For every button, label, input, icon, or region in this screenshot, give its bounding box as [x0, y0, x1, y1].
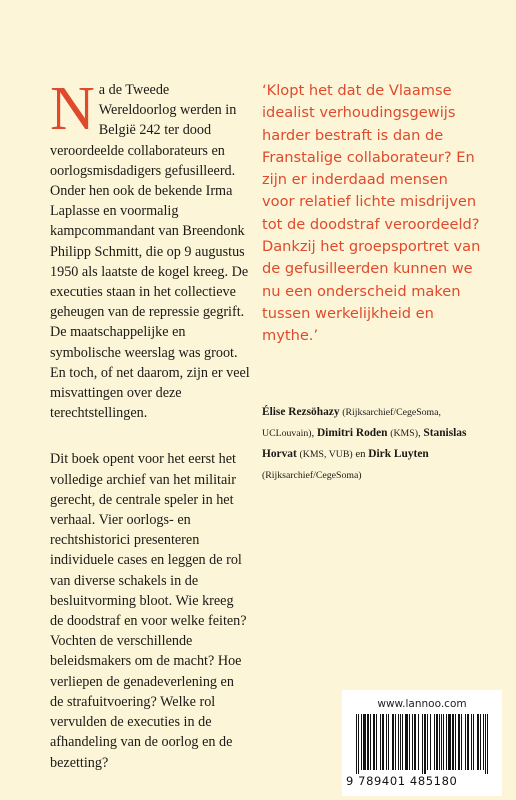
barcode-bar: [392, 714, 394, 770]
author-name: Élise Rezsöhazy: [262, 406, 340, 418]
author-affiliation: (Rijksarchief/CegeSoma, UCLouvain): [262, 407, 441, 439]
barcode-bar: [434, 714, 435, 770]
barcode-bar: [467, 714, 469, 770]
barcode-bar: [477, 714, 479, 770]
barcode-panel: [342, 690, 502, 796]
barcode-bar: [439, 714, 440, 770]
barcode-bar: [455, 714, 456, 770]
barcode-bar: [358, 714, 359, 774]
barcode-bar: [412, 714, 413, 770]
barcode-bar: [461, 714, 462, 770]
author-affiliation: (KMS, VUB): [299, 449, 353, 460]
barcode-bar: [395, 714, 396, 770]
intro-paragraph: [50, 75, 250, 423]
barcode-bar: [418, 714, 419, 770]
barcode-bar: [402, 714, 403, 770]
barcode-bar: [367, 714, 369, 770]
barcode-bar: [382, 714, 384, 770]
barcode-bar: [405, 714, 408, 770]
barcode-bar: [424, 714, 426, 774]
barcode-bar: [487, 714, 488, 774]
barcode-bar: [409, 714, 410, 770]
barcode-bar: [356, 714, 357, 774]
description-column: [50, 75, 250, 773]
intro-text: a de Tweede Wereldoorlog werden in België 242 ter dood veroordeelde collaborateurs en oorlogsmisdadigers gefusilleerd. Onder hen ook de bekende Irma Laplasse en voormalig kampcommandant van Breendonk Philipp Schmitt, die op 9 augustus 1950 als laatste de kogel kreeg. De executies staan in het collectieve geheugen van de repressie gegrift. De maatschappelijke en symbolische weerslag was groot. En toch, of net daarom, zijn er veel misvattingen over deze terechtstellingen.: [50, 82, 250, 422]
barcode-bar: [458, 714, 460, 770]
barcode-bar: [483, 714, 484, 770]
isbn-number: 9 789401 485180: [346, 774, 458, 788]
barcode-bar: [443, 714, 444, 770]
barcode-bar: [452, 714, 454, 770]
author-credits: [262, 402, 488, 486]
barcode-bar: [361, 714, 362, 770]
author-name: Dirk Luyten: [368, 448, 429, 460]
barcode-bar: [446, 714, 447, 770]
author-affiliation: (Rijksarchief/CegeSoma): [262, 470, 362, 481]
author-separator: en: [352, 448, 369, 460]
barcode-bar: [398, 714, 399, 770]
author-name: Stanislas Horvat: [262, 427, 467, 460]
barcode-bar: [471, 714, 472, 770]
barcode-bar: [376, 714, 377, 770]
author-separator: ,: [311, 427, 317, 439]
barcode-bar: [380, 714, 381, 770]
barcode-bar: [485, 714, 486, 774]
barcode-bar: [363, 714, 366, 770]
barcode-bar: [436, 714, 438, 770]
author-name: Dimitri Roden: [316, 427, 388, 439]
barcode-bar: [422, 714, 423, 774]
barcode-bar: [448, 714, 451, 770]
barcode-bar: [473, 714, 474, 770]
barcode-bar: [414, 714, 416, 770]
barcode-bar: [480, 714, 481, 770]
barcode-bar: [430, 714, 431, 770]
barcode-bar: [427, 714, 428, 770]
barcode-bar: [400, 714, 401, 770]
barcode-bar: [388, 714, 389, 770]
pull-quote: ‘Klopt het dat de Vlaamse idealist verhoudingsgewijs harder bestraft is dan de Franstalige collaborateur? En zijn er inderdaad mensen voor relatief lichte misdrijven tot de doodstraf veroordeeld? Dankzij het groepsportret van de gefusilleerden kunnen we nu een onderscheid maken tussen werkelijkheid en mythe.’: [262, 82, 481, 345]
barcode-bar: [465, 714, 466, 770]
second-paragraph: Dit boek opent voor het eerst het volledige archief van het militair gerecht, de centrale speler in het verhaal. Vier oorlogs- en rechtshistorici presenteren individuele cases en leggen de rol van diverse schakels in de besluitvorming bloot. Wie kreeg de doodstraf en voor welke feiten? Vochten de verschillende beleidsmakers om de macht? Hoe verliepen de genadeverlening en de strafuitvoering? Welke rol vervulden de executies in de afhandeling van de oorlog en de bezetting?: [50, 451, 247, 771]
barcode-icon: [356, 714, 490, 774]
barcode-bar: [370, 714, 371, 770]
author-separator: ,: [417, 427, 424, 439]
publisher-url: www.lannoo.com: [377, 698, 467, 710]
barcode-bar: [373, 714, 375, 770]
drop-cap: N: [50, 75, 95, 143]
barcode-bar: [386, 714, 387, 770]
barcode-bar: [441, 714, 442, 770]
author-affiliation: (KMS): [390, 428, 418, 439]
